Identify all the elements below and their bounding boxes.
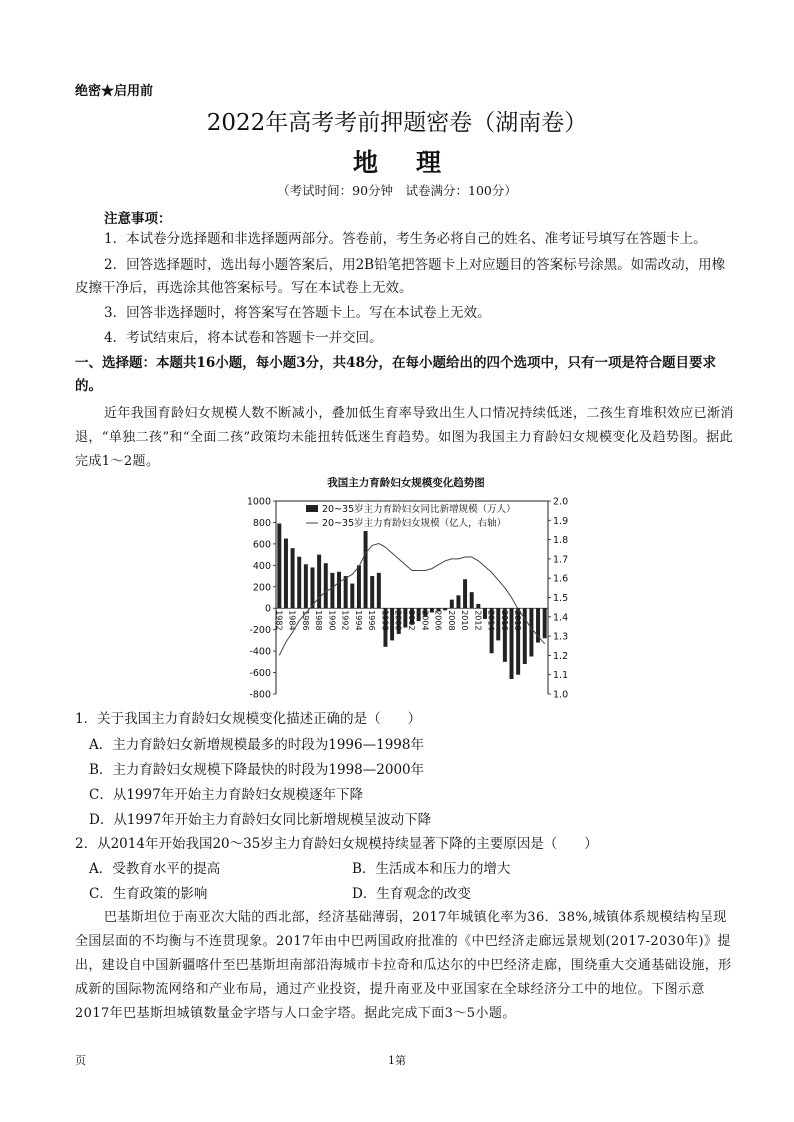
- intro-paragraph-2: 巴基斯坦位于南亚次大陆的西北部，经济基础薄弱，2017年城镇化率为36．38%,城镇体系规模结构呈现全国层面的不均衡与不连贯现象。2017年由中巴两国政府批准的《中巴经济走廊远景规划(2017-2030年)》提出，建设自中国新疆喀什至巴基斯坦南部沿海城市卡拉奇和瓜达尔的中巴经济走廊，围绕重大交通基础设施，形成新的国际物流网络和产业布局，通过产业投资，提升南亚及中亚国家在全球经济分工中的地位。下图示意2017年巴基斯坦城镇数量金字塔与人口金字塔。据此完成下面3～5小题。: [75, 910, 732, 1021]
- footer-page-number: 1第: [388, 1054, 406, 1067]
- left-tick-label: 800: [252, 517, 271, 529]
- left-tick-label: -400: [249, 646, 271, 658]
- subject-title: 地理: [352, 148, 479, 177]
- notice-item-1: 1．本试卷分选择题和非选择题两部分。答卷前，考生务必将自己的姓名、准考证号填写在答题卡上。: [104, 231, 707, 247]
- bar: [476, 604, 480, 608]
- x-tick-label: 1998: [380, 610, 390, 631]
- x-tick-label: 1996: [367, 610, 377, 631]
- right-tick-label: 1.2: [553, 650, 569, 662]
- bar: [456, 595, 460, 608]
- fertility-chart: [236, 475, 576, 700]
- section-heading: 一、选择题：本题共16小题，每小题3分，共48分，在每小题给出的四个选项中，只有一项是符合题目要求的。: [75, 355, 716, 394]
- bar: [317, 555, 321, 609]
- question-1-option-b[interactable]: B．主力育龄妇女规模下降最快的时段为1998—2000年: [89, 762, 425, 778]
- bar: [344, 576, 348, 608]
- right-tick-label: 1.8: [553, 535, 569, 547]
- x-tick-label: 2006: [433, 610, 443, 631]
- x-tick-label: 2018: [513, 610, 523, 631]
- x-tick-label: 1990: [327, 610, 337, 631]
- x-tick-label: 2002: [407, 610, 416, 631]
- right-tick-label: 1.1: [553, 670, 569, 682]
- bar: [403, 608, 407, 627]
- chart-title: 我国主力育龄妇女规模变化趋势图: [327, 477, 485, 489]
- bar: [443, 608, 447, 610]
- question-1-option-a[interactable]: A．主力育龄妇女新增规模最多的时段为1996—1998年: [89, 737, 424, 753]
- left-tick-label: -600: [249, 668, 271, 680]
- bar: [310, 567, 314, 608]
- bar: [291, 548, 295, 608]
- question-1-option-c[interactable]: C．从1997年开始主力育龄妇女规模逐年下降: [89, 787, 364, 803]
- question-2-option-d[interactable]: D．生育观念的改变: [352, 886, 471, 902]
- x-tick-label: 1992: [340, 610, 350, 631]
- bar: [277, 524, 281, 609]
- bar: [284, 539, 288, 609]
- right-tick-label: 1.0: [553, 689, 569, 700]
- intro-paragraph-1: 近年我国育龄妇女规模人数不断减小，叠加低生育率导致出生人口情况持续低迷，二孩生育堆积效应已渐消退，“单独二孩”和“全面二孩”政策均未能扭转低迷生育趋势。如图为我国主力育龄妇女规模变化及趋势图。据此完成1～2题。: [75, 406, 734, 469]
- bar: [450, 600, 454, 609]
- x-tick-label: 2004: [420, 610, 430, 631]
- exam-info: （考试时间：90分钟 试卷满分：100分）: [277, 183, 517, 198]
- bar: [543, 608, 547, 638]
- x-tick-label: 1994: [353, 610, 363, 631]
- bar: [330, 573, 334, 608]
- right-tick-label: 1.9: [553, 515, 569, 527]
- notice-title: 注意事项：: [104, 211, 172, 227]
- right-tick-label: 1.6: [553, 573, 569, 585]
- bar: [370, 576, 374, 608]
- chart-svg: [236, 475, 576, 700]
- bar: [529, 608, 533, 656]
- bar: [297, 557, 301, 608]
- bar: [324, 563, 328, 608]
- bar: [417, 608, 421, 621]
- bar: [390, 608, 394, 640]
- footer-left: 页: [75, 1054, 86, 1067]
- question-2-option-a[interactable]: A．受教育水平的提高: [89, 861, 221, 877]
- x-tick-label: 2000: [393, 610, 403, 631]
- x-tick-label: 2012: [473, 610, 483, 631]
- right-tick-label: 1.5: [553, 593, 569, 604]
- left-tick-label: 600: [252, 539, 271, 551]
- bar: [350, 584, 354, 609]
- bar: [430, 608, 434, 612]
- left-tick-label: 0: [264, 603, 271, 615]
- legend-line-label: 20~35岁主力育龄妇女规模（亿人，右轴）: [322, 518, 507, 529]
- x-tick-label: 2010: [460, 610, 470, 631]
- left-tick-label: 1000: [246, 496, 271, 508]
- question-2-stem: 2．从2014年开始我国20～35岁主力育龄妇女规模持续显著下降的主要原因是（ ）: [75, 836, 598, 852]
- x-tick-label: 1984: [287, 610, 297, 631]
- bar: [357, 565, 361, 608]
- left-tick-label: -200: [249, 625, 271, 637]
- x-tick-label: 1986: [300, 610, 310, 631]
- notice-item-2: 2．回答选择题时，选出每小题答案后，用2B铅笔把答题卡上对应题目的答案标号涂黑。如需改动，用橡皮擦干净后，再选涂其他答案标号。写在本试卷上无效。: [75, 257, 726, 296]
- notice-item-3: 3．回答非选择题时，将答案写在答题卡上。写在本试卷上无效。: [104, 305, 491, 321]
- legend-bar-swatch: [306, 505, 318, 512]
- x-tick-label: 1988: [314, 610, 324, 631]
- question-1-stem: 1．关于我国主力育龄妇女规模变化描述正确的是（ ）: [75, 711, 422, 727]
- legend-bar-label: 20~35岁主力育龄妇女同比新增规模（万人）: [322, 504, 516, 515]
- right-tick-label: 2.0: [553, 496, 569, 508]
- bar: [304, 564, 308, 608]
- exam-title: 2022年高考考前押题密卷（湖南卷）: [206, 110, 588, 136]
- x-tick-label: 2016: [499, 610, 509, 631]
- bar: [463, 579, 467, 608]
- bar: [470, 592, 474, 608]
- confidential-label: 绝密★启用前: [75, 84, 154, 99]
- bar: [510, 608, 514, 679]
- left-tick-label: 200: [252, 582, 271, 594]
- question-2-option-c[interactable]: C．生育政策的影响: [89, 886, 208, 902]
- left-tick-label: -800: [249, 689, 271, 700]
- question-1-option-d[interactable]: D．从1997年开始主力育龄妇女同比新增规模呈波动下降: [89, 812, 432, 828]
- notice-item-4: 4．考试结束后，将本试卷和答题卡一并交回。: [104, 330, 383, 346]
- left-tick-label: 400: [252, 560, 271, 572]
- right-tick-label: 1.4: [553, 612, 569, 624]
- right-tick-label: 1.7: [553, 554, 569, 566]
- x-tick-label: 2014: [486, 610, 496, 631]
- x-tick-label: 1982: [274, 610, 284, 631]
- right-tick-label: 1.3: [553, 631, 569, 643]
- bar: [337, 572, 341, 608]
- bar: [377, 573, 381, 608]
- question-2-option-b[interactable]: B．生活成本和压力的增大: [352, 861, 511, 877]
- bar: [364, 531, 368, 608]
- bar: [496, 608, 500, 640]
- x-tick-label: 2008: [446, 610, 456, 631]
